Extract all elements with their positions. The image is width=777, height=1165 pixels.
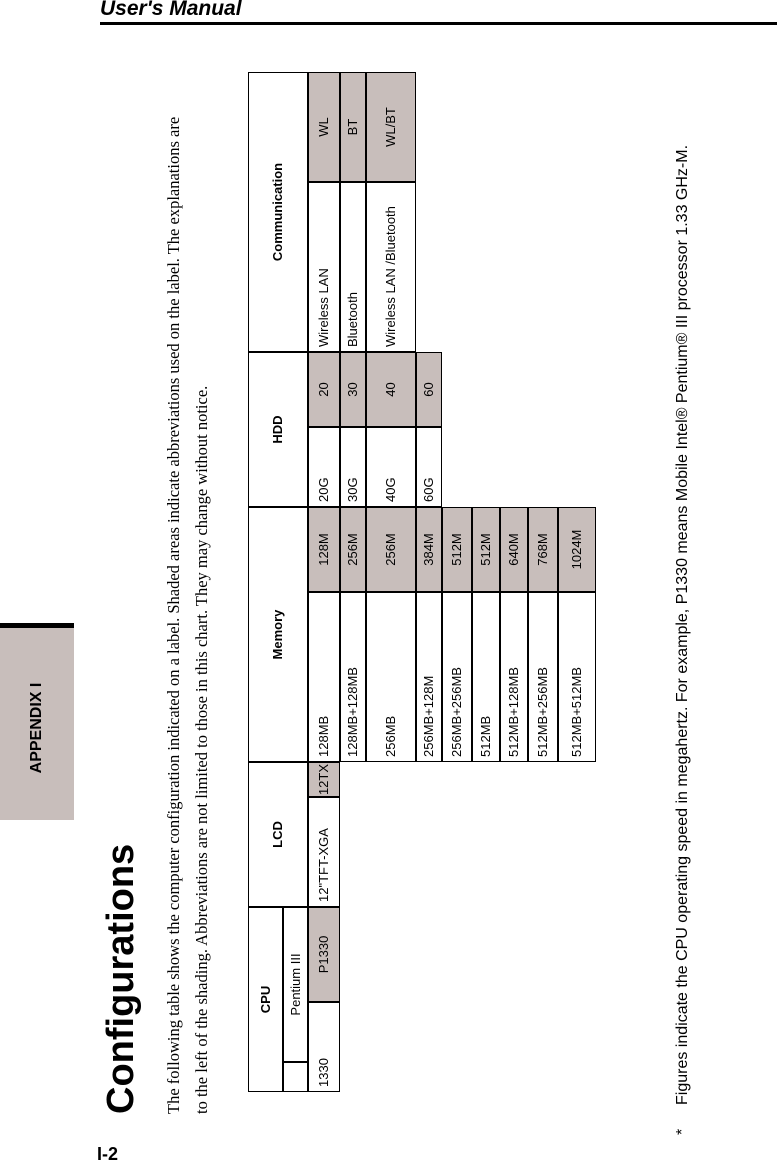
- memory-value: 512MB+512MB: [558, 592, 596, 762]
- memory-value: 256MB: [366, 592, 416, 762]
- memory-code: 1024M: [558, 507, 596, 592]
- footnote: [670, 35, 695, 1135]
- memory-code: 640M: [500, 507, 528, 592]
- hdd-value: 30G: [340, 427, 366, 507]
- memory-code: 384M: [416, 507, 442, 592]
- memory-value: 512MB: [472, 592, 500, 762]
- header-lcd: LCD: [248, 762, 308, 907]
- description: The following table shows the computer configuration indicated on a label. Shaded areas indicate abbreviations used on the label. The explanations are to the left of the shading. Abbreviations are not limited to those in this chart. They may change without notice.: [164, 116, 211, 1114]
- memory-value: 128MB: [308, 592, 340, 762]
- header-memory: Memory: [248, 507, 308, 762]
- hdd-value: 60G: [416, 427, 442, 507]
- memory-value: 512MB+256MB: [528, 592, 558, 762]
- memory-value: 256MB+256MB: [442, 592, 472, 762]
- memory-code: 128M: [308, 507, 340, 592]
- page-title: Configurations: [100, 843, 142, 1114]
- communication-value: Wireless LAN: [308, 182, 340, 352]
- cpu-family: Pentium III: [283, 907, 308, 1062]
- communication-value: Wireless LAN /Bluetooth: [366, 182, 416, 352]
- memory-code: 256M: [366, 507, 416, 592]
- header-title: User's Manual: [100, 0, 242, 20]
- communication-code: WL: [308, 72, 340, 182]
- hdd-value: 40G: [366, 427, 416, 507]
- communication-code: BT: [340, 72, 366, 182]
- hdd-code: 20: [308, 352, 340, 427]
- memory-code: 512M: [472, 507, 500, 592]
- lcd-code: 12TX: [308, 762, 340, 797]
- communication-code: WL/BT: [366, 72, 416, 182]
- hdd-code: 40: [366, 352, 416, 427]
- page-number: I-2: [97, 1144, 119, 1164]
- cpu-family-blank: [283, 1062, 308, 1092]
- cpu-speed: 1330: [308, 1002, 340, 1092]
- memory-code: 768M: [528, 507, 558, 592]
- header-communication: Communication: [248, 72, 308, 352]
- memory-code: 512M: [442, 507, 472, 592]
- communication-value: Bluetooth: [340, 182, 366, 352]
- header-hdd: HDD: [248, 352, 308, 507]
- memory-value: 128MB+128MB: [340, 592, 366, 762]
- hdd-value: 20G: [308, 427, 340, 507]
- hdd-code: 30: [340, 352, 366, 427]
- memory-value: 256MB+128M: [416, 592, 442, 762]
- appendix-tab-label: APPENDIX I: [28, 682, 45, 774]
- header-cpu: CPU: [248, 907, 283, 1092]
- footnote-text: Figures indicate the CPU operating speed in megahertz. For example, P1330 means Mobile Intel® Pentium® III processor 1.33 GHz-M.: [674, 144, 691, 1105]
- footnote-marker: *: [674, 1128, 691, 1135]
- memory-value: 512MB+128MB: [500, 592, 528, 762]
- hdd-code: 60: [416, 352, 442, 427]
- lcd-value: 12"TFT-XGA: [308, 797, 340, 907]
- memory-code: 256M: [340, 507, 366, 592]
- cpu-code: P1330: [308, 907, 340, 1002]
